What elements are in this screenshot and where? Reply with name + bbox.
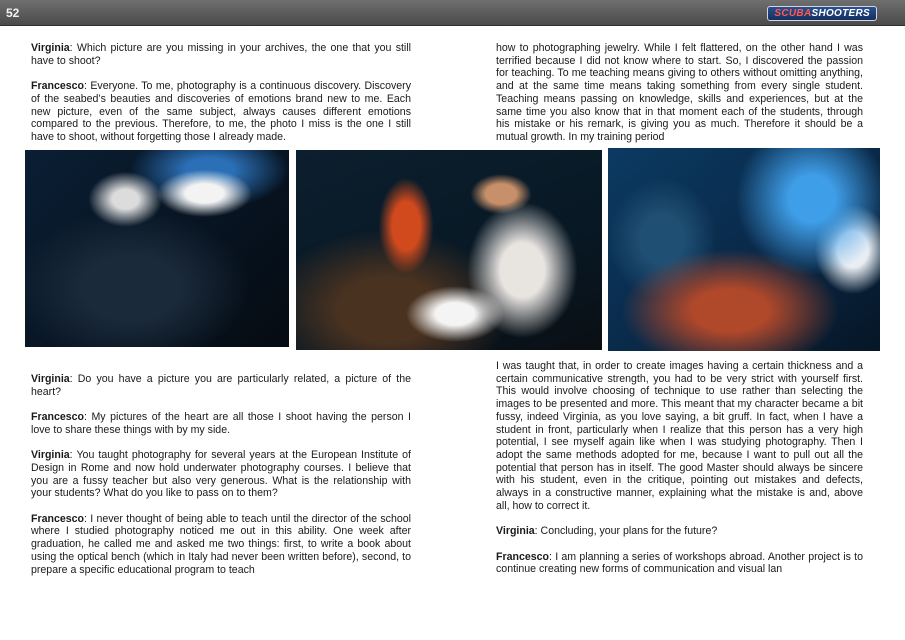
logo-text-shooters: SHOOTERS	[811, 8, 870, 19]
article-column-bottom-right	[496, 360, 863, 576]
paragraph-text: : Concluding, your plans for the future?	[534, 525, 718, 538]
speaker-name: Francesco	[31, 80, 84, 93]
article-column-top-right	[496, 42, 863, 144]
paragraph	[31, 513, 411, 577]
speaker-name: Virginia	[31, 449, 70, 462]
article-column-top-left	[31, 42, 411, 144]
paragraph	[496, 525, 863, 538]
paragraph	[31, 411, 411, 436]
underwater-divers-portrait-photo	[25, 150, 289, 347]
paragraph-text: : I am planning a series of workshops abroad. Another project is to continue creating new forms of communication and visual lan	[496, 550, 863, 576]
paragraph	[31, 42, 411, 67]
underwater-cave-divers-photo	[608, 148, 880, 351]
paragraph	[31, 373, 411, 398]
speaker-name: Virginia	[496, 525, 535, 538]
paragraph-text: I was taught that, in order to create images having a certain thickness and a certain communicative strength, you had to be very strict with yourself first. This would involve choosing of technique to use rather than selecting the images to be presented and more. This meant that my character became a bit fussy, indeed Virginia, as you love saying, a bit gruff. In fact, when I have a student in front, particularly when I realize that this person has a very high potential, I see myself again like when I was studying photography. Then I adopt the same methods adopted for me, because I want to pull out all the potential that person has in itself. The good Master should always be sincere with his student, even in the critique, pointing out mistakes and defects, always in a constructive manner, explaining what the mistake is and, above all, how to correct it.	[496, 360, 863, 512]
paragraph-text: : You taught photography for several years at the European Institute of Design in Rome and now hold underwater photography courses. I believe that you are a fussy teacher but also very generous. What is the relationship with your students? What do you like to pass on to them?	[31, 449, 411, 500]
paragraph	[496, 360, 863, 512]
paragraph	[496, 42, 863, 144]
paragraph-text: : Do you have a picture you are particularly related, a picture of the heart?	[31, 373, 411, 398]
paragraph-text: : My pictures of the heart are all those I shoot having the person I love to share these things with by my side.	[31, 411, 411, 436]
speaker-name: Virginia	[31, 373, 70, 385]
paragraph-text: : Which picture are you missing in your archives, the one that you still have to shoot?	[31, 42, 411, 67]
speaker-name: Virginia	[31, 42, 70, 54]
paragraph	[31, 80, 411, 144]
underwater-painter-photo	[296, 150, 602, 350]
speaker-name: Francesco	[31, 512, 84, 525]
speaker-name: Francesco	[496, 550, 549, 563]
article-column-bottom-left	[31, 373, 411, 576]
logo-text-scuba: SCUBA	[774, 8, 812, 19]
paragraph	[496, 551, 863, 576]
page-header-bar	[0, 0, 905, 26]
page-number: 52	[6, 6, 20, 20]
paragraph	[31, 449, 411, 500]
paragraph-text: how to photographing jewelry. While I felt flattered, on the other hand I was terrified because I did not know where to start. So, I discovered the passion for teaching. To me teaching means giving to others without omitting anything, and at the same time means taking something from every single student. Teaching means passing on knowledge, skills and experiences, but at the same time you also know that in that moment each of the students, through his mistake or his remark, is giving you as much. Therefore it should be a mutual growth. In my training period	[496, 42, 863, 143]
paragraph-text: : I never thought of being able to teach until the director of the school where I studied photography noticed me out in this ability. One week after graduation, he called me and asked me two things: first, to write a book about using the optical bench (which in Italy had never been written before), second, to prepare a specific educational program to teach	[31, 512, 411, 576]
paragraph-text: : Everyone. To me, photography is a continuous discovery. Discovery of the seabed’s beauties and discoveries of emotions brand new to me. Each new picture, even of the same subject, always causes different emotions compared to the previous. Therefore, to me, the photo I miss is the one I still have to shoot, without forgetting those I already made.	[31, 80, 411, 143]
speaker-name: Francesco	[31, 411, 84, 424]
scuba-shooters-logo	[767, 6, 877, 21]
